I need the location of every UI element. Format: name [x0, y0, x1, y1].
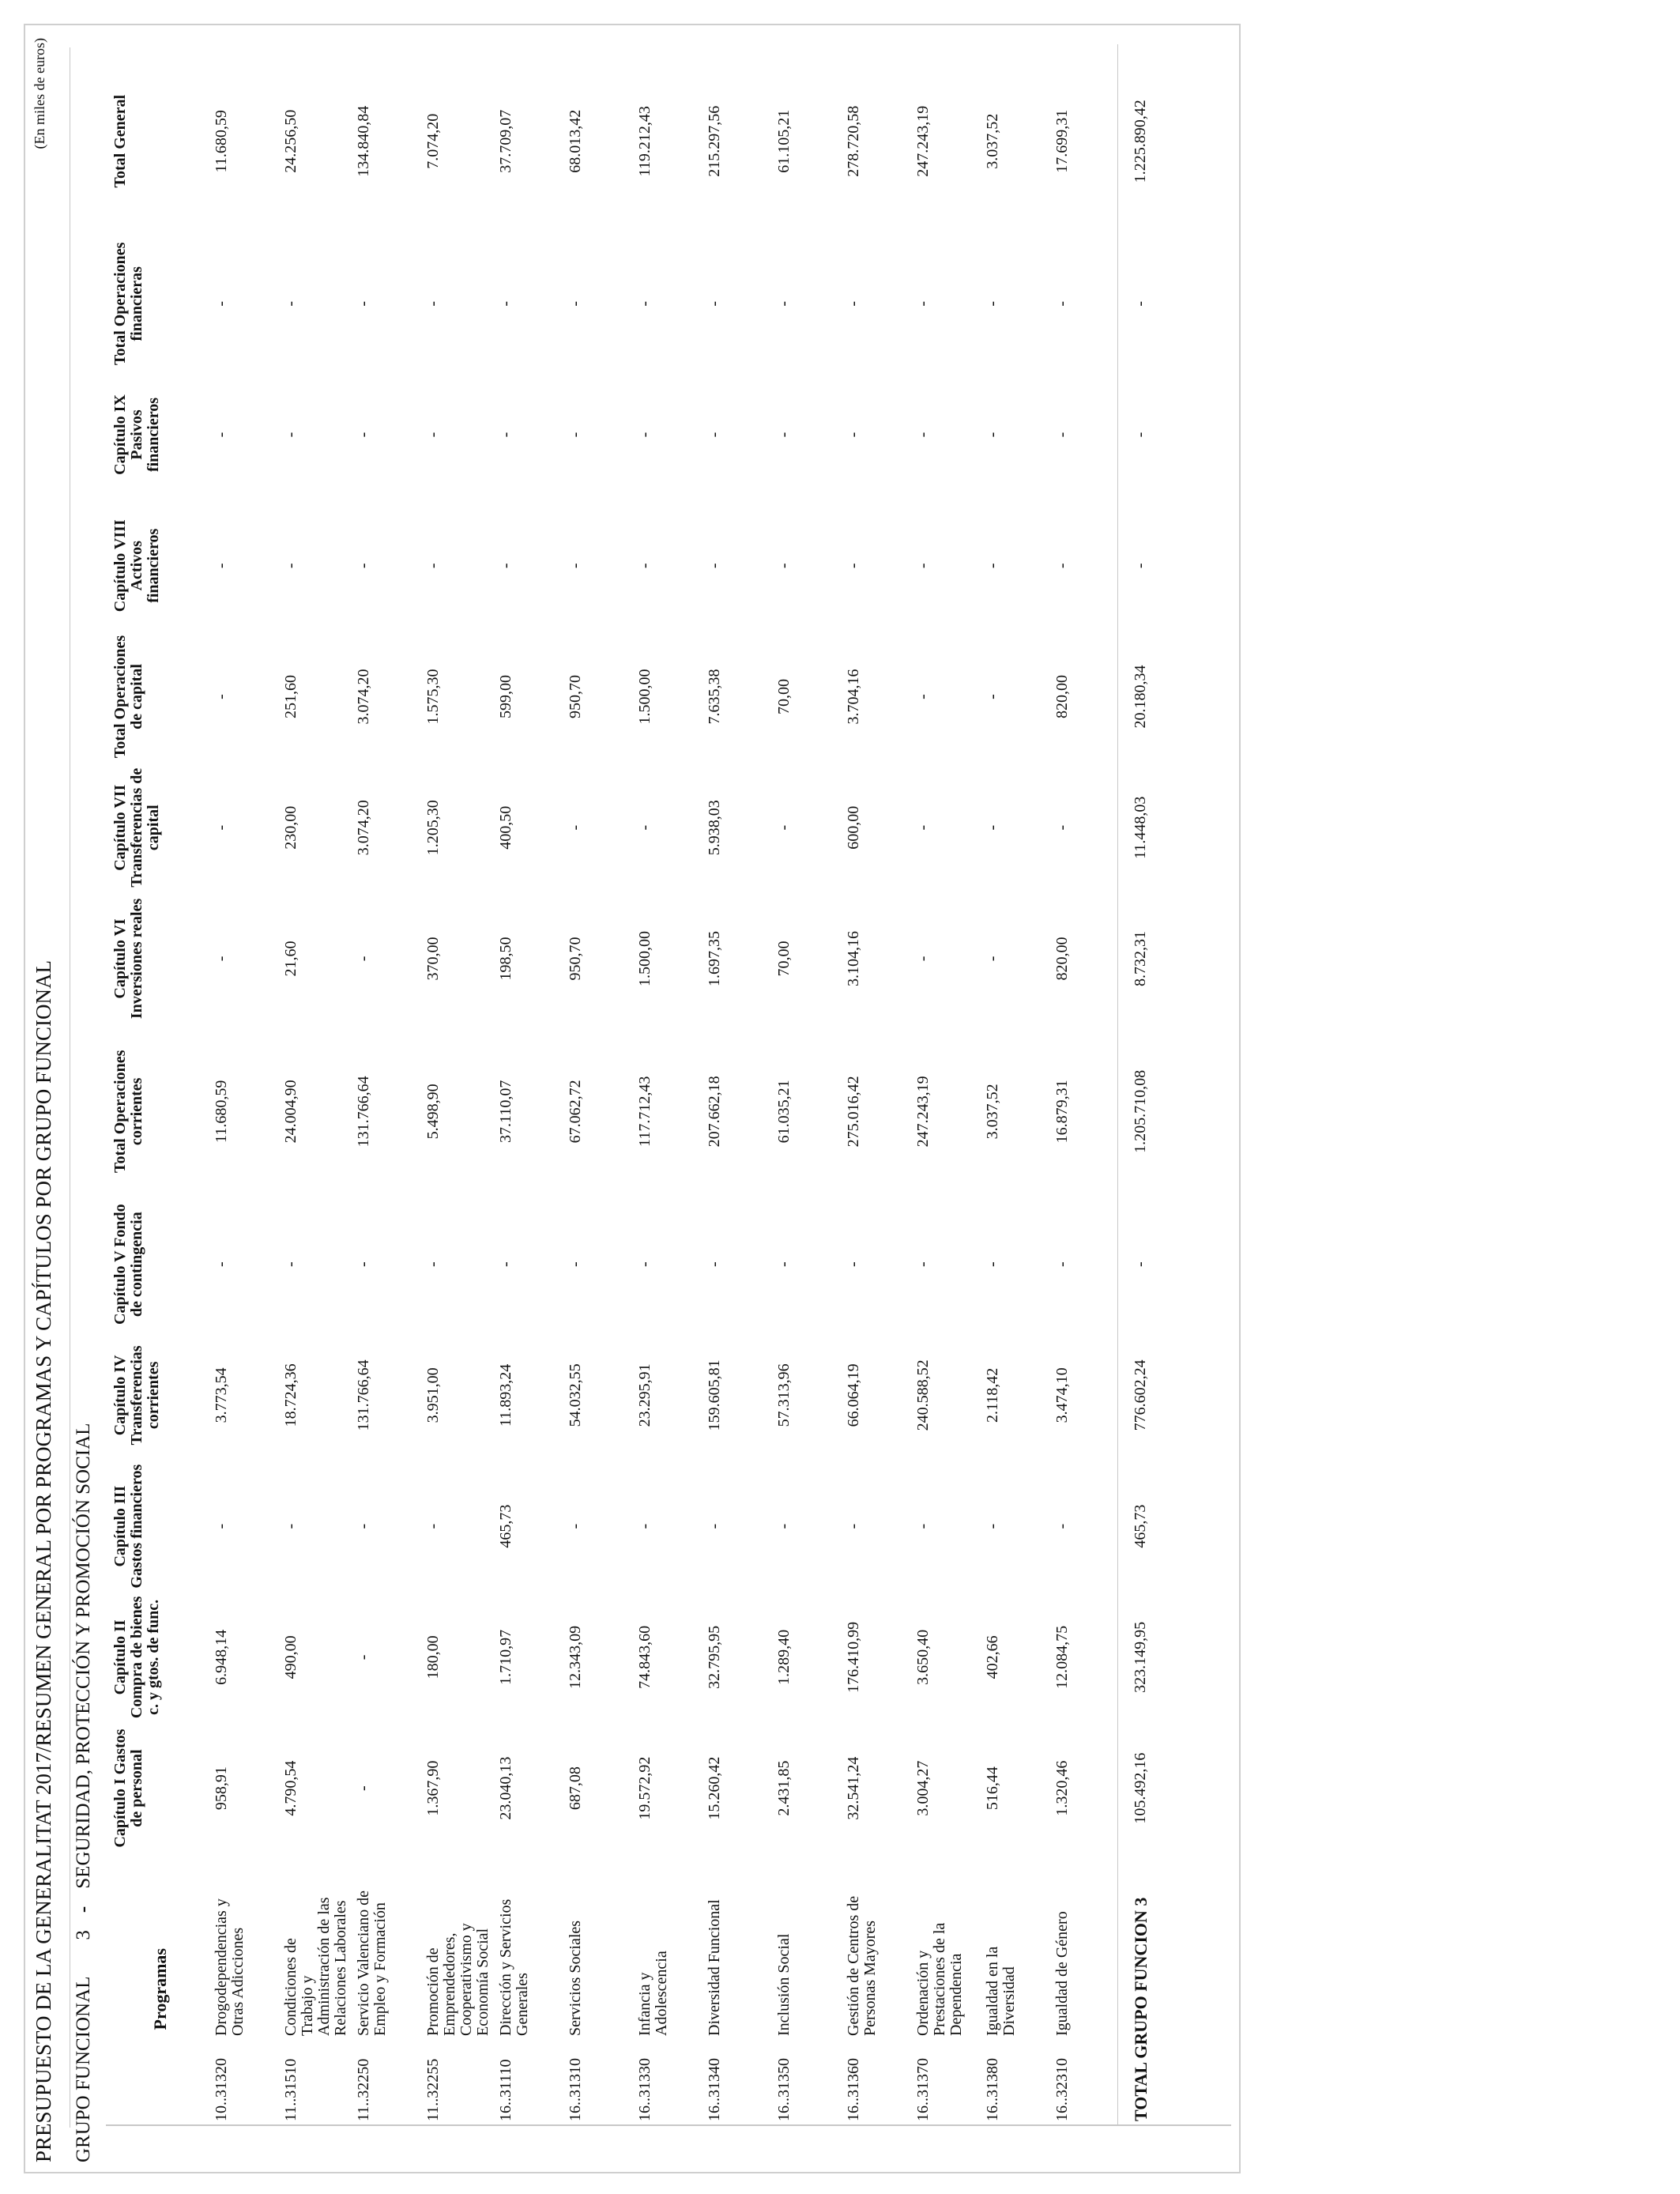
- value-cell: -: [636, 300, 654, 307]
- program-name: Condiciones de Trabajo y Administración de las Relaciones Laborales: [282, 1897, 349, 2036]
- total-value-cell: 105.492,16: [1117, 1723, 1173, 1854]
- table-row: [839, 44, 909, 2124]
- total-value-cell: -: [1117, 238, 1173, 369]
- table-row: [978, 44, 1048, 2124]
- value-cell: -: [567, 432, 584, 438]
- program-code: 16..31310: [567, 2058, 584, 2121]
- value-cell: -: [282, 1261, 299, 1267]
- value-cell: -: [424, 1261, 442, 1267]
- value-cell: -: [424, 432, 442, 438]
- value-cell: 240.588,52: [914, 1359, 932, 1431]
- value-cell: -: [497, 300, 514, 307]
- value-cell: -: [636, 1523, 654, 1529]
- value-cell: 16.879,31: [1053, 1080, 1071, 1144]
- table-row: [492, 44, 561, 2124]
- value-cell: -: [355, 956, 372, 962]
- program-name: Servicios Sociales: [567, 1920, 584, 2036]
- value-cell: 820,00: [1053, 937, 1071, 981]
- value-cell: 5.498,90: [424, 1084, 442, 1140]
- program-code: 16..32310: [1053, 2058, 1071, 2121]
- value-cell: -: [424, 563, 442, 569]
- value-cell: -: [775, 1261, 793, 1267]
- value-cell: 11.680,59: [213, 110, 230, 173]
- group-number: 3: [73, 1930, 94, 1940]
- value-cell: -: [984, 1523, 1001, 1529]
- value-cell: 1.500,00: [636, 930, 654, 986]
- value-cell: -: [355, 1785, 372, 1791]
- value-cell: -: [845, 563, 862, 569]
- value-cell: -: [567, 1261, 584, 1267]
- value-cell: 599,00: [497, 674, 514, 718]
- column-header: Capítulo IX Pasivos financieros: [111, 394, 162, 475]
- value-cell: 1.697,35: [706, 930, 723, 986]
- value-cell: 131.766,64: [355, 1076, 372, 1148]
- value-cell: 66.064,19: [845, 1363, 862, 1427]
- value-cell: -: [706, 300, 723, 307]
- value-cell: 23.295,91: [636, 1363, 654, 1427]
- value-cell: -: [567, 300, 584, 307]
- value-cell: -: [636, 563, 654, 569]
- program-name: Diversidad Funcional: [706, 1899, 723, 2036]
- value-cell: -: [775, 1523, 793, 1529]
- column-header: Total Operaciones de capital: [111, 635, 145, 759]
- value-cell: 516,44: [984, 1766, 1001, 1811]
- value-cell: -: [914, 563, 932, 569]
- value-cell: 1.320,46: [1053, 1760, 1071, 1816]
- value-cell: 950,70: [567, 937, 584, 981]
- table-row: [700, 44, 770, 2124]
- value-cell: 1.205,30: [424, 800, 442, 856]
- program-cell: [207, 1853, 277, 2124]
- value-cell: -: [213, 1523, 230, 1529]
- value-cell: 3.474,10: [1053, 1367, 1071, 1423]
- value-cell: -: [984, 432, 1001, 438]
- table-row: [1048, 44, 1117, 2124]
- program-name: Drogodependencias y Otras Adicciones: [213, 1898, 247, 2036]
- value-cell: -: [984, 694, 1001, 699]
- program-cell: [419, 1853, 492, 2124]
- program-code: 11..32250: [355, 2058, 372, 2121]
- program-code: 16..31340: [706, 2058, 723, 2121]
- value-cell: 4.790,54: [282, 1760, 299, 1816]
- value-cell: 207.662,18: [706, 1076, 723, 1148]
- value-cell: 247.243,19: [914, 105, 932, 177]
- value-cell: -: [567, 563, 584, 569]
- total-value-cell: 11.448,03: [1117, 762, 1173, 893]
- value-cell: 2.431,85: [775, 1760, 793, 1816]
- table-row: [561, 44, 631, 2124]
- value-cell: 61.105,21: [775, 109, 793, 173]
- value-cell: -: [914, 824, 932, 831]
- group-name: SEGURIDAD, PROTECCIÓN Y PROMOCIÓN SOCIAL: [73, 1423, 94, 1889]
- value-cell: -: [845, 432, 862, 438]
- value-cell: 1.367,90: [424, 1760, 442, 1816]
- value-cell: 958,91: [213, 1766, 230, 1811]
- value-cell: 3.004,27: [914, 1760, 932, 1816]
- value-cell: -: [567, 824, 584, 831]
- value-cell: -: [497, 1261, 514, 1267]
- total-value-cell: 1.205.710,08: [1117, 1024, 1173, 1199]
- column-header: Total Operaciones corrientes: [111, 1050, 145, 1173]
- value-cell: -: [1053, 300, 1071, 307]
- budget-table-container: [106, 44, 1231, 2126]
- value-cell: 57.313,96: [775, 1363, 793, 1427]
- program-name: Igualdad de Género: [1053, 1911, 1071, 2036]
- value-cell: 7.074,20: [424, 113, 442, 169]
- table-row: [770, 44, 839, 2124]
- program-name: Inclusión Social: [775, 1933, 793, 2036]
- value-cell: -: [355, 1654, 372, 1661]
- value-cell: 7.635,38: [706, 669, 723, 725]
- program-code: 16..31370: [914, 2058, 932, 2121]
- column-header: Capítulo I Gastos de personal: [111, 1728, 145, 1848]
- total-value-cell: -: [1117, 1199, 1173, 1330]
- value-cell: 3.074,20: [355, 669, 372, 725]
- table-row: [419, 44, 492, 2124]
- value-cell: 54.032,55: [567, 1363, 584, 1427]
- value-cell: 1.710,97: [497, 1629, 514, 1685]
- value-cell: -: [355, 1523, 372, 1529]
- value-cell: 2.118,42: [984, 1367, 1001, 1423]
- value-cell: 3.773,54: [213, 1367, 230, 1423]
- functional-group-heading: [73, 1423, 95, 2162]
- total-row: [1117, 44, 1173, 2124]
- program-cell: [839, 1853, 909, 2124]
- value-cell: -: [355, 1261, 372, 1267]
- value-cell: -: [775, 432, 793, 438]
- value-cell: 23.040,13: [497, 1756, 514, 1820]
- value-cell: -: [636, 1261, 654, 1267]
- value-cell: -: [1053, 563, 1071, 569]
- value-cell: 400,50: [497, 805, 514, 850]
- value-cell: 215.297,56: [706, 105, 723, 177]
- program-cell: [909, 1853, 978, 2124]
- value-cell: 32.795,95: [706, 1625, 723, 1689]
- value-cell: 176.410,99: [845, 1621, 862, 1693]
- program-cell: [700, 1853, 770, 2124]
- table-row: [277, 44, 349, 2124]
- value-cell: 820,00: [1053, 674, 1071, 718]
- total-value-cell: 8.732,31: [1117, 893, 1173, 1024]
- value-cell: -: [282, 300, 299, 307]
- value-cell: -: [984, 1261, 1001, 1267]
- value-cell: -: [567, 1523, 584, 1529]
- program-name: Dirección y Servicios Generales: [497, 1898, 531, 2036]
- total-value-cell: -: [1117, 500, 1173, 631]
- value-cell: -: [706, 563, 723, 569]
- program-cell: [349, 1853, 419, 2124]
- value-cell: 600,00: [845, 805, 862, 850]
- value-cell: 67.062,72: [567, 1080, 584, 1144]
- document-sheet: [24, 24, 1241, 2173]
- value-cell: -: [213, 956, 230, 962]
- value-cell: -: [213, 694, 230, 699]
- value-cell: -: [282, 1523, 299, 1529]
- value-cell: -: [845, 1523, 862, 1529]
- value-cell: 134.840,84: [355, 105, 372, 177]
- value-cell: 465,73: [497, 1504, 514, 1548]
- column-header: Capítulo IV Transferencias corrientes: [111, 1345, 162, 1446]
- value-cell: 32.541,24: [845, 1756, 862, 1820]
- program-name: Gestión de Centros de Personas Mayores: [845, 1895, 879, 2036]
- program-name: Infancia y Adolescencia: [636, 1951, 670, 2036]
- column-header: Capítulo VII Transferencias de capital: [111, 767, 162, 888]
- program-cell: [277, 1853, 349, 2124]
- value-cell: -: [914, 300, 932, 307]
- value-cell: 11.680,59: [213, 1080, 230, 1143]
- column-header: Total Operaciones financieras: [111, 242, 145, 365]
- value-cell: 3.951,00: [424, 1367, 442, 1423]
- value-cell: -: [355, 300, 372, 307]
- total-label: TOTAL GRUPO FUNCION 3: [1117, 1853, 1173, 2124]
- value-cell: 370,00: [424, 937, 442, 981]
- group-label: GRUPO FUNCIONAL: [73, 1976, 94, 2162]
- value-cell: 3.104,16: [845, 930, 862, 986]
- value-cell: -: [282, 563, 299, 569]
- value-cell: -: [1053, 432, 1071, 438]
- value-cell: 37.110,07: [497, 1080, 514, 1143]
- value-cell: 6.948,14: [213, 1629, 230, 1685]
- value-cell: 24.004,90: [282, 1080, 299, 1144]
- value-cell: 19.572,92: [636, 1756, 654, 1820]
- table-body: [207, 44, 1173, 2124]
- value-cell: -: [1053, 1523, 1071, 1529]
- value-cell: 687,08: [567, 1766, 584, 1811]
- value-cell: 5.938,03: [706, 800, 723, 856]
- column-header: Total General: [111, 94, 129, 188]
- program-code: 16..31330: [636, 2058, 654, 2121]
- value-cell: 3.704,16: [845, 669, 862, 725]
- value-cell: 15.260,42: [706, 1756, 723, 1820]
- value-cell: -: [914, 1523, 932, 1529]
- value-cell: 3.074,20: [355, 800, 372, 856]
- program-cell: [492, 1853, 561, 2124]
- value-cell: 12.343,09: [567, 1625, 584, 1689]
- value-cell: 11.893,24: [497, 1363, 514, 1427]
- program-name: Promoción de Emprendedores, Cooperativismo y Economía Social: [424, 1923, 492, 2036]
- table-row: [207, 44, 277, 2124]
- program-code: 16..31380: [984, 2058, 1001, 2121]
- column-header: Programas: [149, 1948, 170, 2030]
- value-cell: -: [213, 432, 230, 438]
- value-cell: -: [775, 563, 793, 569]
- value-cell: -: [424, 300, 442, 307]
- value-cell: 3.650,40: [914, 1629, 932, 1685]
- total-value-cell: 776.602,24: [1117, 1330, 1173, 1461]
- value-cell: -: [845, 300, 862, 307]
- value-cell: 490,00: [282, 1635, 299, 1679]
- total-value-cell: 323.149,95: [1117, 1592, 1173, 1723]
- value-cell: -: [213, 563, 230, 569]
- value-cell: -: [984, 956, 1001, 962]
- column-header: Capítulo VI Inversiones reales: [111, 898, 145, 1020]
- total-value-cell: -: [1117, 369, 1173, 500]
- document-title: PRESUPUESTO DE LA GENERALITAT 2017/RESUMEN GENERAL POR PROGRAMAS Y CAPÍTULOS POR GRUPO FUNCIONAL: [32, 960, 55, 2162]
- program-code: 16..31350: [775, 2058, 793, 2121]
- value-cell: 180,00: [424, 1635, 442, 1679]
- value-cell: -: [355, 563, 372, 569]
- total-value-cell: 465,73: [1117, 1461, 1173, 1592]
- value-cell: -: [355, 432, 372, 438]
- value-cell: 21,60: [282, 941, 299, 977]
- value-cell: -: [213, 300, 230, 307]
- budget-table: [106, 44, 1173, 2124]
- value-cell: 17.699,31: [1053, 109, 1071, 173]
- value-cell: -: [706, 1523, 723, 1529]
- value-cell: 251,60: [282, 674, 299, 718]
- program-cell: [978, 1853, 1048, 2124]
- value-cell: -: [213, 824, 230, 831]
- value-cell: 1.500,00: [636, 669, 654, 725]
- units-note: (En miles de euros): [32, 38, 47, 149]
- value-cell: -: [282, 432, 299, 438]
- program-cell: [561, 1853, 631, 2124]
- program-name: Ordenación y Prestaciones de la Dependencia: [914, 1922, 965, 2036]
- value-cell: 131.766,64: [355, 1359, 372, 1431]
- value-cell: 1.289,40: [775, 1629, 793, 1685]
- table-header-row: [106, 44, 207, 2124]
- program-code: 16..31110: [497, 2059, 514, 2121]
- program-code: 16..31360: [845, 2058, 862, 2121]
- program-name: Servicio Valenciano de Empleo y Formación: [355, 1890, 389, 2036]
- table-row: [631, 44, 700, 2124]
- value-cell: -: [636, 432, 654, 438]
- value-cell: 70,00: [775, 678, 793, 714]
- value-cell: 402,66: [984, 1635, 1001, 1679]
- value-cell: 37.709,07: [497, 109, 514, 173]
- table-row: [909, 44, 978, 2124]
- value-cell: 61.035,21: [775, 1080, 793, 1144]
- value-cell: -: [914, 956, 932, 962]
- value-cell: 275.016,42: [845, 1076, 862, 1148]
- value-cell: -: [914, 694, 932, 699]
- value-cell: -: [984, 824, 1001, 831]
- value-cell: -: [984, 563, 1001, 569]
- value-cell: 198,50: [497, 937, 514, 981]
- column-header: Capítulo VIII Activos financieros: [111, 519, 162, 613]
- program-code: 10..31320: [213, 2058, 230, 2121]
- value-cell: -: [706, 1261, 723, 1267]
- total-value-cell: 20.180,34: [1117, 631, 1173, 763]
- value-cell: 68.013,42: [567, 109, 584, 173]
- column-header: Capítulo V Fondo de contingencia: [111, 1204, 145, 1325]
- value-cell: 278.720,58: [845, 105, 862, 177]
- value-cell: 24.256,50: [282, 109, 299, 173]
- value-cell: 74.843,60: [636, 1625, 654, 1689]
- group-separator: -: [73, 1906, 94, 1913]
- program-cell: [1048, 1853, 1117, 2124]
- value-cell: 3.037,52: [984, 1084, 1001, 1140]
- column-header: Capítulo II Compra de bienes c. y gtos. de func.: [111, 1596, 162, 1719]
- column-header: Capítulo III Gastos financieros: [111, 1464, 145, 1589]
- program-cell: [631, 1853, 700, 2124]
- value-cell: 119.212,43: [636, 106, 654, 177]
- program-code: 11..31510: [282, 2058, 299, 2121]
- value-cell: -: [636, 824, 654, 831]
- value-cell: 70,00: [775, 941, 793, 977]
- value-cell: 117.712,43: [636, 1076, 654, 1147]
- value-cell: 1.575,30: [424, 669, 442, 725]
- value-cell: -: [706, 432, 723, 438]
- value-cell: -: [914, 1261, 932, 1267]
- value-cell: 18.724,36: [282, 1363, 299, 1427]
- program-code: 11..32255: [424, 2058, 442, 2121]
- value-cell: -: [497, 432, 514, 438]
- value-cell: -: [984, 300, 1001, 307]
- value-cell: 247.243,19: [914, 1076, 932, 1148]
- value-cell: -: [424, 1523, 442, 1529]
- total-value-cell: 1.225.890,42: [1117, 44, 1173, 238]
- value-cell: -: [497, 563, 514, 569]
- value-cell: 950,70: [567, 674, 584, 718]
- program-cell: [770, 1853, 839, 2124]
- value-cell: -: [914, 432, 932, 438]
- table-row: [349, 44, 419, 2124]
- value-cell: -: [1053, 1261, 1071, 1267]
- value-cell: -: [1053, 824, 1071, 831]
- value-cell: -: [213, 1261, 230, 1267]
- value-cell: -: [845, 1261, 862, 1267]
- value-cell: -: [775, 300, 793, 307]
- value-cell: 230,00: [282, 805, 299, 850]
- value-cell: 3.037,52: [984, 113, 1001, 169]
- value-cell: 159.605,81: [706, 1359, 723, 1431]
- program-name: Igualdad en la Diversidad: [984, 1946, 1018, 2036]
- value-cell: 12.084,75: [1053, 1625, 1071, 1689]
- value-cell: -: [775, 824, 793, 831]
